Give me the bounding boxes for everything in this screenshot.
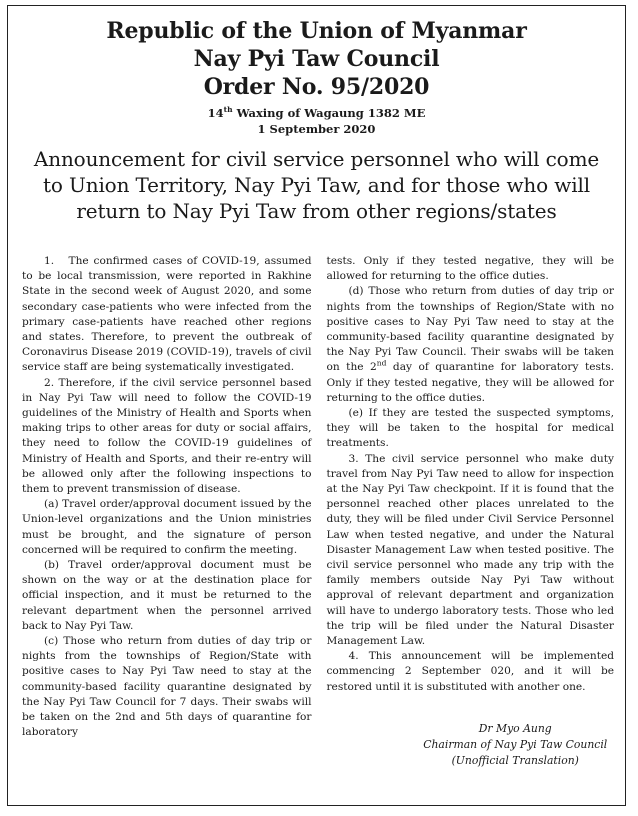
announcement-line: to Union Territory, Nay Pyi Taw, and for those who will — [43, 173, 590, 197]
body-columns — [8, 254, 625, 769]
document-header — [8, 17, 625, 137]
paragraph: (b) Travel order/approval document must be shown on the way or at the destination place for official inspection, and it must be returned to the relevant department when the personnel arrived back to Nay Pyi Taw. — [22, 559, 312, 632]
paragraph: 3. The civil service personnel who make duty travel from Nay Pyi Taw need to allow for inspection at the Nay Pyi Taw checkpoint. If it is found that the personnel reached other places unrelated to the duty, they will be filed under Civil Service Personnel Law when tested negative, and under the Natural Disaster Management Law when tested positive. The civil service personnel who made any trip with the family members outside Nay Pyi Taw without approval of relevant department and organization will have to undergo laboratory tests. Those who led the trip will be filed under the Natural Disaster Management Law. — [326, 452, 614, 648]
republic-title: Republic of the Union of Myanmar — [106, 18, 527, 44]
announcement-line: Announcement for civil service personnel who will come — [33, 147, 600, 171]
signatory-name: Dr Myo Aung — [478, 721, 552, 735]
paragraph: 2. Therefore, if the civil service personnel based in Nay Pyi Taw will need to follow the COVID-19 guidelines of the Ministry of Health and Sports when making trips to other areas for duty or social affairs, they need to follow the COVID-19 guidelines of Ministry of Health and Sports, and their re-entry will be allowed only after the following inspections to them to prevent transmission of disease. — [22, 376, 312, 496]
announcement-heading — [18, 146, 615, 224]
paragraph: 4. This announcement will be implemented commencing 2 September 020, and it will be restored until it is substituted with another one. — [326, 650, 614, 693]
myanmar-date: 14th Waxing of Wagaung 1382 ME — [207, 105, 426, 120]
order-number: Order No. 95/2020 — [203, 74, 430, 100]
right-column — [326, 254, 614, 769]
signatory-title: Chairman of Nay Pyi Taw Council — [423, 737, 608, 751]
gregorian-date: 1 September 2020 — [257, 122, 376, 136]
council-title: Nay Pyi Taw Council — [193, 46, 440, 72]
signature-block — [416, 721, 614, 769]
paragraph: (e) If they are tested the suspected symptoms, they will be taken to the hospital for medical treatments. — [326, 407, 614, 450]
paragraph: (d) Those who return from duties of day trip or nights from the townships of Region/State with no positive cases to Nay Pyi Taw need to stay at the community-based facility quarantine designated by the Nay Pyi Taw Council. Their swabs will be taken on the 2nd day of quarantine for laboratory tests. Only if they tested negative, they will be allowed for returning to the office duties. — [326, 285, 614, 404]
paragraph: tests. Only if they tested negative, they will be allowed for returning to the office duties. — [326, 255, 614, 283]
announcement-line: return to Nay Pyi Taw from other regions/states — [76, 199, 557, 223]
announcement-document — [7, 5, 626, 806]
left-column — [22, 254, 311, 769]
paragraph: 1. The confirmed cases of COVID-19, assumed to be local transmission, were reported in Rakhine State in the second week of August 2020, and some secondary case-patients who were infected from the primary case-patients have reached other regions and states. Therefore, to prevent the outbreak of Coronavirus Disease 2019 (COVID-19), travels of civil service staff are being systematically investigated. — [22, 255, 312, 374]
paragraph: (a) Travel order/approval document issued by the Union-level organizations and the Union ministries must be brought, and the signature of person concerned will be required to confirm the meeting. — [22, 498, 312, 556]
paragraph: (c) Those who return from duties of day trip or nights from the townships of Region/State with positive cases to Nay Pyi Taw need to stay at the community-based facility quarantine designated by the Nay Pyi Taw Council for 7 days. Their swabs will be taken on the 2nd and 5th days of quarantine for laboratory — [22, 635, 312, 739]
translation-note: (Unofficial Translation) — [451, 753, 579, 767]
